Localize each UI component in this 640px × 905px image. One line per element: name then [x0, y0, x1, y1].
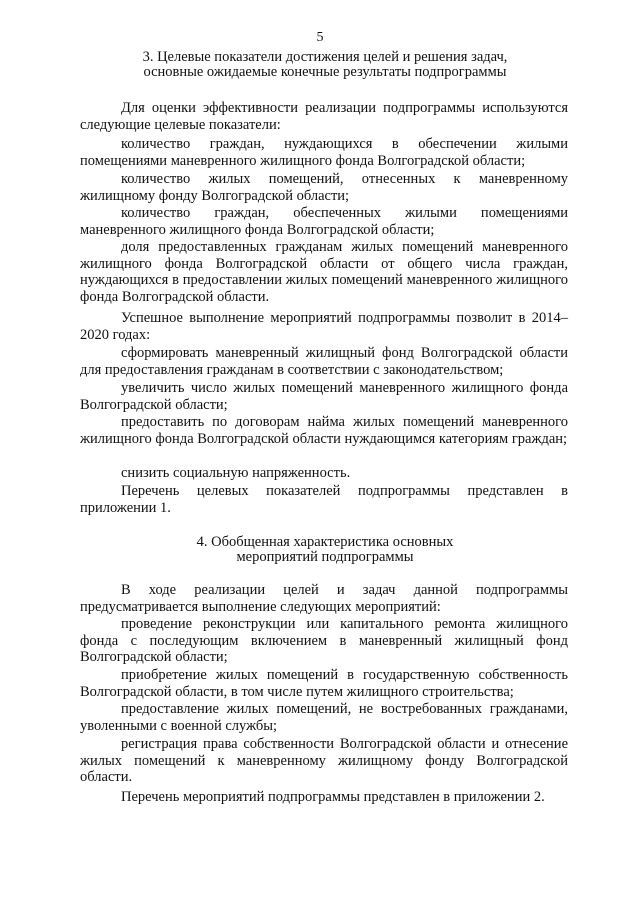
paragraph: Перечень целевых показателей подпрограммы представлен в приложении 1. [80, 483, 568, 516]
paragraph: приобретение жилых помещений в государственную собственность Волгоградской области, в том числе путем жилищного строительства; [80, 667, 568, 700]
section-4-title-line-1: 4. Обобщенная характеристика основных [196, 534, 454, 550]
paragraph: сформировать маневренный жилищный фонд Волгоградской области для предоставления гражданам в соответствии с законодательством; [80, 345, 568, 378]
section-3-title-line-2: основные ожидаемые конечные результаты подпрограммы [143, 64, 507, 80]
section-4-title-line-2: мероприятий подпрограммы [236, 549, 414, 565]
paragraph: Для оценки эффективности реализации подпрограммы используются следующие целевые показатели: [80, 100, 568, 133]
paragraph: регистрация права собственности Волгоградской области и отнесение жилых помещений к маневренному жилищному фонду Волгоградской области. [80, 736, 568, 785]
paragraph: В ходе реализации целей и задач данной подпрограммы предусматривается выполнение следующих мероприятий: [80, 582, 568, 615]
paragraph: Успешное выполнение мероприятий подпрограммы позволит в 2014–2020 годах: [80, 310, 568, 343]
section-4-heading [60, 535, 590, 565]
paragraph: снизить социальную напряженность. [121, 465, 351, 481]
paragraph: предоставление жилых помещений, не востребованных гражданами, уволенными с военной службы; [80, 701, 568, 734]
page-number: 5 [316, 30, 324, 45]
paragraph: проведение реконструкции или капитального ремонта жилищного фонда с последующим включением в маневренный жилищный фонд Волгоградской области; [80, 616, 568, 665]
paragraph: доля предоставленных гражданам жилых помещений маневренного жилищного фонда Волгоградской области от общего числа граждан, нуждающихся в предоставлении жилых помещений маневренного жилищного фонда Волгоградской области. [80, 239, 568, 305]
paragraph: количество граждан, нуждающихся в обеспечении жилыми помещениями маневренного жилищного фонда Волгоградской области; [80, 136, 568, 169]
section-3-heading [60, 50, 590, 80]
paragraph: количество граждан, обеспеченных жилыми помещениями маневренного жилищного фонда Волгоградской области; [80, 205, 568, 238]
paragraph: предоставить по договорам найма жилых помещений маневренного жилищного фонда Волгоградской области нуждающимся категориям граждан; [80, 414, 568, 447]
paragraph: Перечень мероприятий подпрограммы представлен в приложении 2. [121, 789, 545, 805]
paragraph: увеличить число жилых помещений маневренного жилищного фонда Волгоградской области; [80, 380, 568, 413]
section-3-title-line-1: 3. Целевые показатели достижения целей и решения задач, [142, 49, 508, 65]
paragraph: количество жилых помещений, отнесенных к маневренному жилищному фонду Волгоградской области; [80, 171, 568, 204]
